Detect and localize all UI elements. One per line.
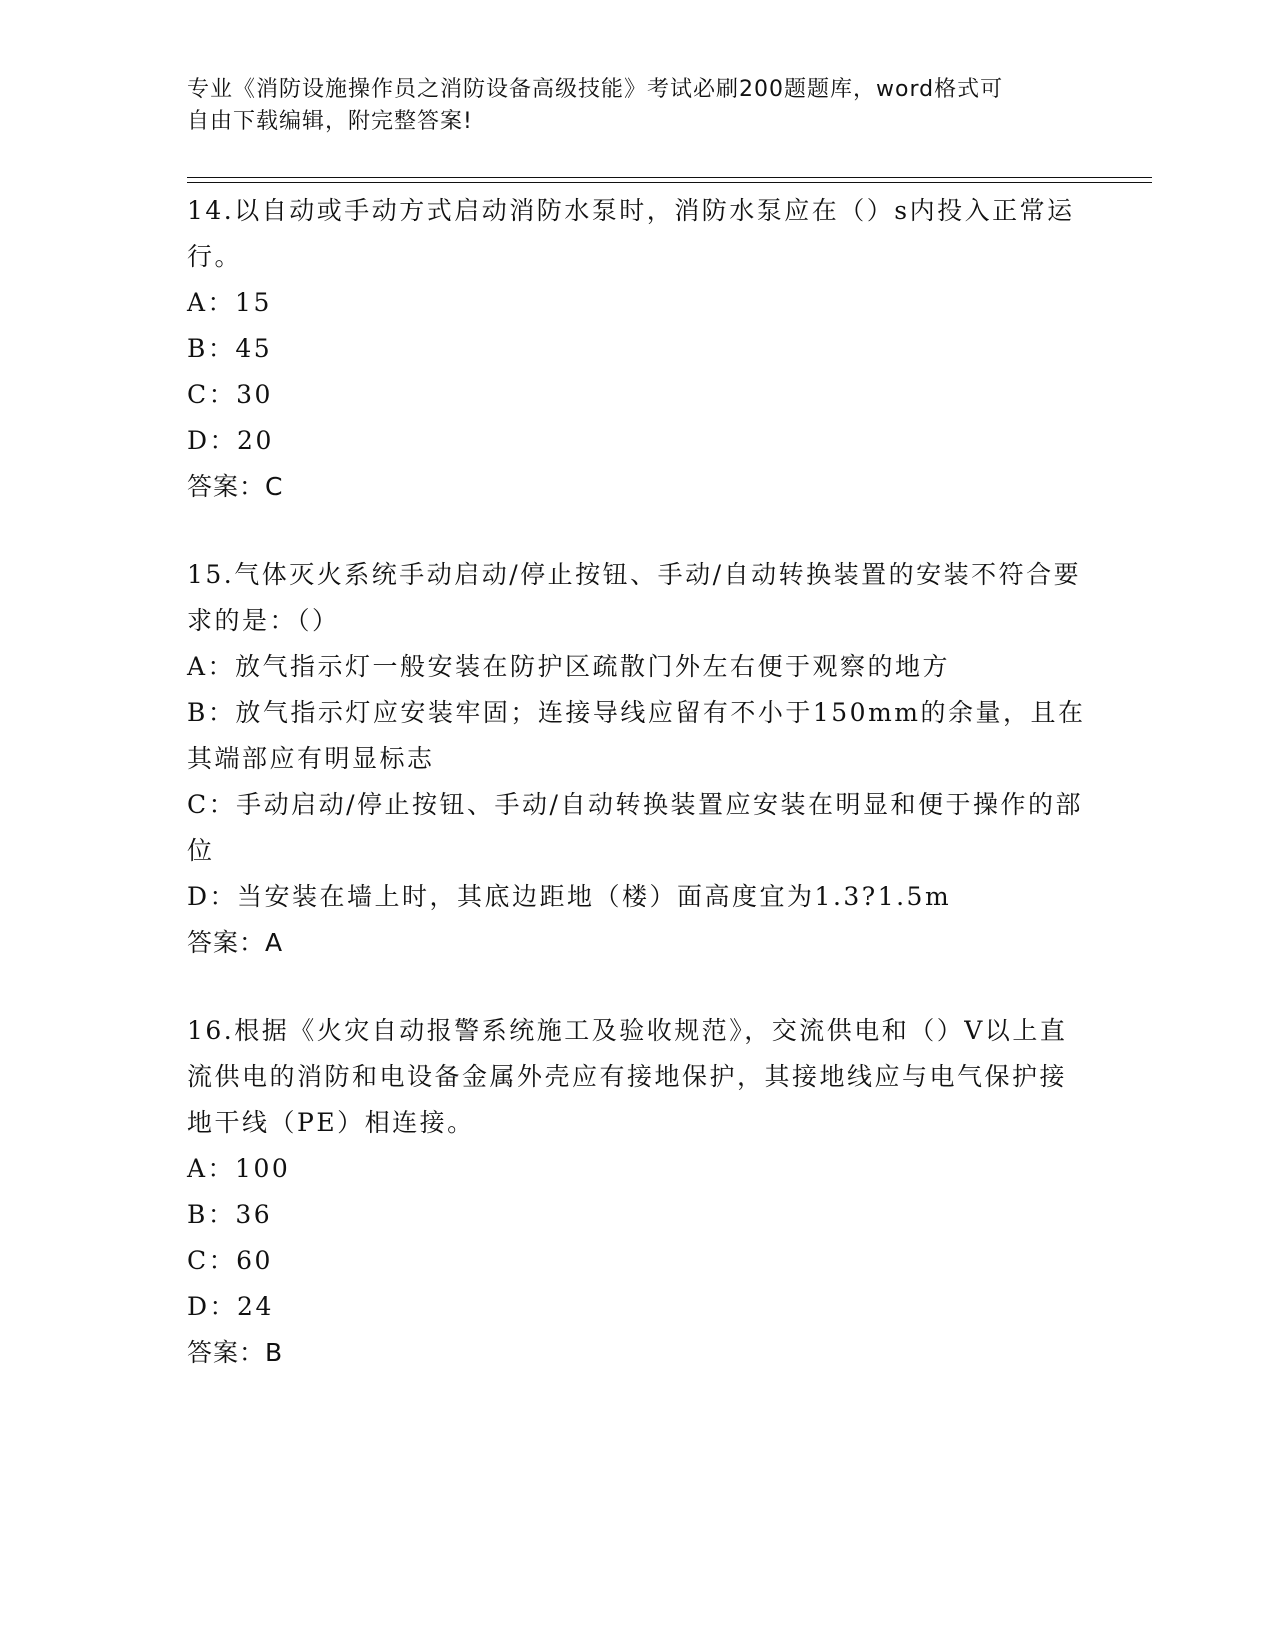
option-b: B：45 [187, 334, 273, 363]
option-c: C：60 [187, 1246, 273, 1275]
option-a: A：15 [187, 288, 272, 317]
document-header [187, 74, 1067, 138]
option-d: D：当安装在墙上时，其底边距地（楼）面高度宜为1.3?1.5m [187, 882, 952, 911]
question-16 [187, 1008, 1087, 1376]
question-14 [187, 188, 1087, 510]
header-line-1: 专业《消防设施操作员之消防设备高级技能》考试必刷200题题库，word格式可 [187, 77, 1004, 102]
option-b: B：36 [187, 1200, 273, 1229]
question-stem: 15.气体灭火系统手动启动/停止按钮、手动/自动转换装置的安装不符合要求的是：（） [187, 560, 1082, 635]
option-d: D：20 [187, 426, 274, 455]
question-stem: 16.根据《火灾自动报警系统施工及验收规范》，交流供电和（）V以上直流供电的消防和电设备金属外壳应有接地保护，其接地线应与电气保护接地干线（PE）相连接。 [187, 1016, 1068, 1137]
header-line-2: 自由下载编辑，附完整答案! [187, 109, 473, 134]
header-divider-bottom [187, 182, 1152, 183]
option-a: A：100 [187, 1154, 291, 1183]
option-d: D：24 [187, 1292, 274, 1321]
answer: 答案：C [187, 472, 284, 501]
answer: 答案：B [187, 1338, 284, 1367]
option-c: C：手动启动/停止按钮、手动/自动转换装置应安装在明显和便于操作的部位 [187, 790, 1083, 865]
option-c: C：30 [187, 380, 273, 409]
option-a: A：放气指示灯一般安装在防护区疏散门外左右便于观察的地方 [187, 652, 951, 681]
question-stem: 14.以自动或手动方式启动消防水泵时，消防水泵应在（）s内投入正常运行。 [187, 196, 1075, 271]
option-b: B：放气指示灯应安装牢固；连接导线应留有不小于150mm的余量，且在其端部应有明显标志 [187, 698, 1086, 773]
answer: 答案：A [187, 928, 284, 957]
question-15 [187, 552, 1087, 966]
header-divider-top [187, 177, 1152, 178]
